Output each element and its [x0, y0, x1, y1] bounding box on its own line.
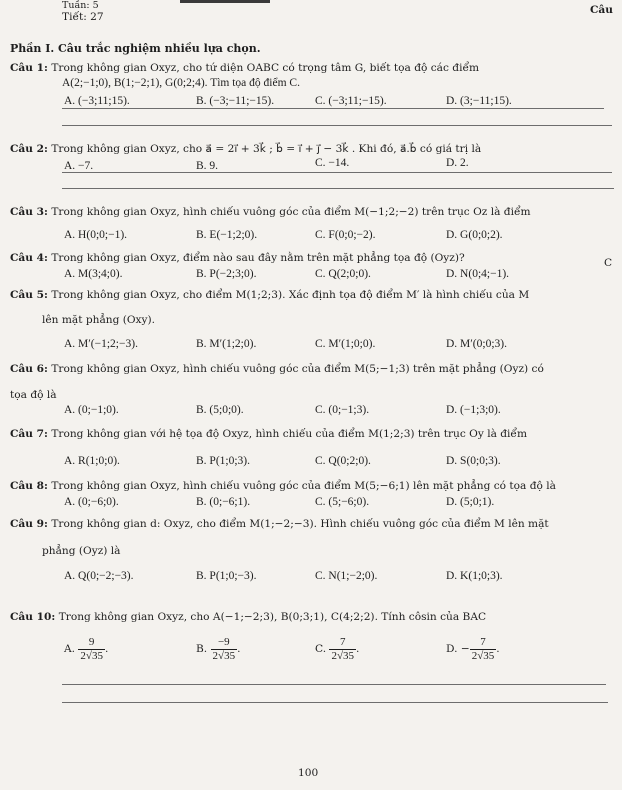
fraction-denominator: 2√35: [331, 649, 355, 662]
question-6-text2: tọa độ là: [10, 389, 57, 401]
question-label: Câu 6:: [10, 363, 48, 375]
answer-line: [62, 702, 608, 703]
question-3: [10, 206, 531, 218]
question-label: Câu 3:: [10, 206, 48, 218]
week-label: Tuần: 5: [62, 0, 99, 11]
q9-option-b[interactable]: B. P(1;0;−3).: [196, 570, 257, 582]
q4-option-c[interactable]: C. Q(2;0;0).: [315, 268, 371, 280]
answer-line: [62, 125, 612, 126]
fraction-denominator: 2√35: [471, 649, 495, 662]
q4-option-d[interactable]: D. N(0;4;−1).: [446, 268, 510, 280]
q3-option-c[interactable]: C. F(0;0;−2).: [315, 229, 376, 241]
fraction: [211, 636, 238, 662]
fraction-numerator: 7: [470, 636, 497, 650]
question-2: [10, 143, 481, 155]
q8-option-a[interactable]: A. (0;−6;0).: [64, 496, 119, 508]
option-letter: D.: [446, 643, 458, 656]
q2-option-c[interactable]: C. −14.: [315, 157, 350, 169]
q1-option-c[interactable]: C. (−3;11;−15).: [315, 95, 387, 107]
answer-line: [62, 684, 606, 685]
q8-option-b[interactable]: B. (0;−6;1).: [196, 496, 251, 508]
page-number: 100: [298, 767, 319, 779]
fraction-sign: −: [460, 643, 470, 656]
answer-line: [62, 188, 614, 189]
q2-option-b[interactable]: B. 9.: [196, 160, 219, 172]
option-letter: C.: [315, 643, 327, 656]
option-letter: B.: [196, 643, 208, 656]
q5-option-b[interactable]: B. M′(1;2;0).: [196, 338, 257, 350]
q8-option-d[interactable]: D. (5;0;1).: [446, 496, 495, 508]
fraction-numerator: −9: [211, 636, 238, 650]
right-margin-cut-letter: C: [604, 257, 613, 269]
question-label: Câu 1:: [10, 62, 48, 74]
question-label: Câu 8:: [10, 480, 48, 492]
section-title: Phần I. Câu trắc nghiệm nhiều lựa chọn.: [10, 42, 261, 55]
question-text: Trong không gian Oxyz, cho tứ diện OABC có trọng tâm G, biết tọa độ các điểm: [51, 62, 480, 74]
q6-option-d[interactable]: D. (−1;3;0).: [446, 404, 501, 416]
q6-option-a[interactable]: A. (0;−1;0).: [64, 404, 119, 416]
q6-option-c[interactable]: C. (0;−1;3).: [315, 404, 370, 416]
q3-option-a[interactable]: A. H(0;0;−1).: [64, 229, 128, 241]
q3-option-d[interactable]: D. G(0;0;2).: [446, 229, 503, 241]
q7-option-a[interactable]: A. R(1;0;0).: [64, 455, 120, 467]
question-text: Trong không gian Oxyz, hình chiếu vuông góc của điểm M(5;−6;1) lên mặt phẳng có tọa độ là: [51, 480, 556, 492]
top-decoration-bar: [180, 0, 270, 3]
question-text: Trong không gian Oxyz, cho A(−1;−2;3), B(0;3;1), C(4;2;2). Tính côsin của BAC: [58, 611, 487, 623]
question-label: Câu 5:: [10, 289, 48, 301]
question-text: Trong không gian Oxyz, hình chiếu vuông góc của điểm M(5;−1;3) trên mặt phẳng (Oyz) có: [51, 363, 544, 375]
question-5: [10, 289, 529, 301]
q10-option-b[interactable]: B. $\frac{-9}{2√35}$ .: [196, 636, 241, 662]
fraction-numerator: 7: [329, 636, 356, 650]
question-9: [10, 518, 549, 530]
question-text: Trong không gian Oxyz, hình chiếu vuông góc của điểm M(−1;2;−2) trên trục Oz là điểm: [51, 206, 531, 218]
question-text: Trong không gian d: Oxyz, cho điểm M(1;−2;−3). Hình chiếu vuông góc của điểm M lên mặt: [51, 518, 549, 530]
q10-option-d[interactable]: D. − $\frac{7}{2√35}$ .: [446, 636, 500, 662]
question-label: Câu 2:: [10, 143, 48, 155]
question-7: [10, 428, 527, 440]
fraction-denominator: 2√35: [212, 649, 236, 662]
q10-option-c[interactable]: C. $\frac{7}{2√35}$ .: [315, 636, 360, 662]
question-label: Câu 9:: [10, 518, 48, 530]
question-text: Trong không gian với hệ tọa độ Oxyz, hình chiếu của điểm M(1;2;3) trên trục Oy là điểm: [51, 428, 527, 440]
right-margin-label: Câu: [590, 4, 613, 16]
q7-option-b[interactable]: B. P(1;0;3).: [196, 455, 250, 467]
question-9-text2: phẳng (Oyz) là: [42, 545, 121, 557]
question-text: Trong không gian Oxyz, cho a⃗ = 2i⃗ + 3k⃗ ; b⃗ = i⃗ + j⃗ − 3k⃗ . Khi đó, a⃗.b⃗ có giá trị là: [51, 143, 482, 155]
answer-line: [62, 108, 604, 109]
q9-option-a[interactable]: A. Q(0;−2;−3).: [64, 570, 134, 582]
question-text: Trong không gian Oxyz, điểm nào sau đây nằm trên mặt phẳng tọa độ (Oyz)?: [51, 252, 465, 264]
q6-option-b[interactable]: B. (5;0;0).: [196, 404, 244, 416]
question-4: [10, 252, 465, 264]
fraction-numerator: 9: [78, 636, 105, 650]
q5-option-c[interactable]: C. M′(1;0;0).: [315, 338, 376, 350]
fraction: [329, 636, 356, 662]
question-label: Câu 10:: [10, 611, 56, 623]
q10-option-a[interactable]: A. $\frac{9}{2√35}$ .: [64, 636, 109, 662]
q1-option-b[interactable]: B. (−3;−11;−15).: [196, 95, 275, 107]
q4-option-a[interactable]: A. M(3;4;0).: [64, 268, 123, 280]
q7-option-c[interactable]: C. Q(0;2;0).: [315, 455, 371, 467]
q5-option-a[interactable]: A. M′(−1;2;−3).: [64, 338, 138, 350]
q3-option-b[interactable]: B. E(−1;2;0).: [196, 229, 258, 241]
option-letter: A.: [64, 643, 76, 656]
question-5-text2: lên mặt phẳng (Oxy).: [42, 314, 156, 326]
lesson-label: Tiết: 27: [62, 11, 104, 23]
q2-option-d[interactable]: D. 2.: [446, 157, 469, 169]
question-label: Câu 4:: [10, 252, 48, 264]
question-8: [10, 480, 556, 492]
answer-line: [62, 172, 612, 173]
question-label: Câu 7:: [10, 428, 48, 440]
fraction: [78, 636, 105, 662]
q9-option-c[interactable]: C. N(1;−2;0).: [315, 570, 378, 582]
question-10: [10, 611, 486, 623]
q4-option-b[interactable]: B. P(−2;3;0).: [196, 268, 257, 280]
question-6: [10, 363, 544, 375]
question-1-text2: A(2;−1;0), B(1;−2;1), G(0;2;4). Tìm tọa độ điểm C.: [62, 77, 300, 89]
q2-option-a[interactable]: A. −7.: [64, 160, 94, 172]
q1-option-a[interactable]: A. (−3;11;15).: [64, 95, 130, 107]
fraction-denominator: 2√35: [80, 649, 103, 662]
question-1: [10, 62, 479, 74]
q5-option-d[interactable]: D. M′(0;0;3).: [446, 338, 507, 350]
question-text: Trong không gian Oxyz, cho điểm M(1;2;3). Xác định tọa độ điểm M′ là hình chiếu của M: [51, 289, 530, 301]
q7-option-d[interactable]: D. S(0;0;3).: [446, 455, 501, 467]
q9-option-d[interactable]: D. K(1;0;3).: [446, 570, 503, 582]
q8-option-c[interactable]: C. (5;−6;0).: [315, 496, 370, 508]
fraction: [470, 636, 497, 662]
q1-option-d[interactable]: D. (3;−11;15).: [446, 95, 512, 107]
